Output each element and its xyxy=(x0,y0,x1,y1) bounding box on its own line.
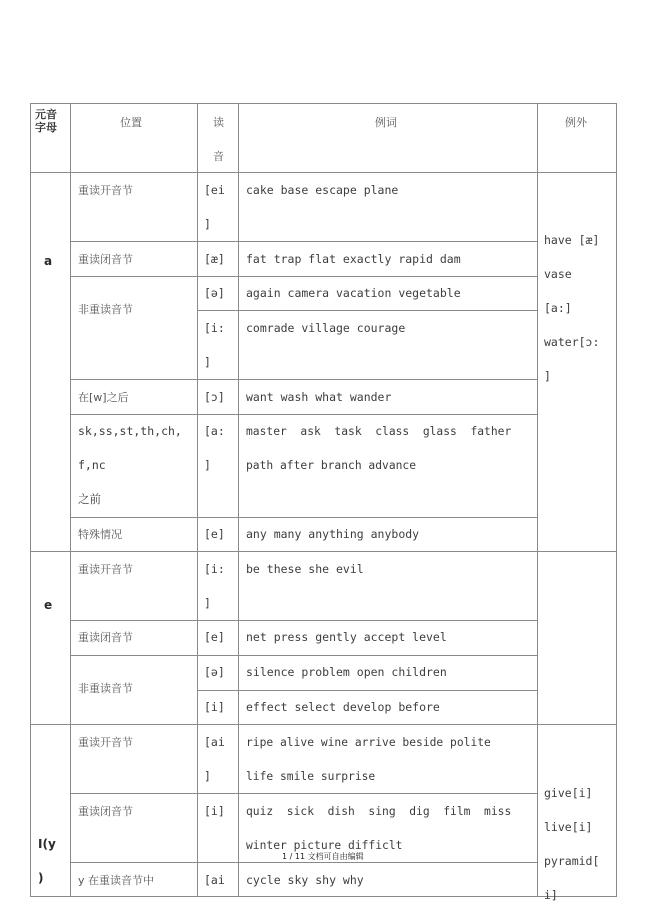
sound-cell: [ɔ] xyxy=(204,390,225,404)
example-words-cell: cake base escape plane xyxy=(246,183,399,197)
example-words-cell: net press gently accept level xyxy=(246,630,447,644)
example-words-cell: be these she evil xyxy=(246,562,364,576)
position-cell: 重读闭音节 xyxy=(78,805,133,818)
example-words-cell: master ask task class glass father path after branch advance xyxy=(246,425,512,472)
sound-cell: [ə] xyxy=(204,286,225,300)
sound-cell: [æ] xyxy=(204,252,225,266)
sound-cell: [ə] xyxy=(204,665,225,679)
position-cell: 重读闭音节 xyxy=(78,253,133,266)
example-words-cell: want wash what wander xyxy=(246,390,392,404)
example-words-cell: fat trap flat exactly rapid dam xyxy=(246,252,461,266)
sound-cell: [i: ] xyxy=(204,321,225,369)
vowel-letter-a: a xyxy=(44,254,53,268)
row-line xyxy=(70,793,537,794)
table-border-bottom xyxy=(30,896,617,897)
position-cell: 重读开音节 xyxy=(78,563,133,576)
sound-cell: [i: ] xyxy=(204,562,225,610)
column-divider-1 xyxy=(70,103,71,897)
example-words-cell: quiz sick dish sing dig film miss winter picture difficlt xyxy=(246,805,512,852)
row-line xyxy=(70,862,537,863)
table-border-left xyxy=(30,103,31,897)
position-cell: 重读闭音节 xyxy=(78,631,133,644)
vowel-letter-i: I(y ) xyxy=(38,837,56,885)
row-line xyxy=(70,655,537,656)
row-line xyxy=(70,414,537,415)
example-words-cell: any many anything anybody xyxy=(246,527,420,541)
section-a-bottom-line xyxy=(30,551,617,552)
table-border-top xyxy=(30,103,617,104)
column-divider-4 xyxy=(537,103,538,897)
header-example-words: 例词 xyxy=(375,116,397,129)
row-line xyxy=(70,517,537,518)
row-line xyxy=(70,379,537,380)
column-divider-2 xyxy=(197,103,198,897)
table-border-right xyxy=(616,103,617,897)
vowel-letter-e: e xyxy=(44,598,53,612)
header-vowel-letter: 元音 字母 xyxy=(35,108,57,134)
sound-cell: [i] xyxy=(204,700,225,714)
sound-cell: [ei ] xyxy=(204,183,225,231)
example-words-cell: silence problem open children xyxy=(246,665,447,679)
header-pronunciation: 读 音 xyxy=(213,116,224,163)
sound-cell: [i] xyxy=(204,804,225,818)
header-position: 位置 xyxy=(120,116,142,129)
section-e-bottom-line xyxy=(30,724,617,725)
position-cell: 非重读音节 xyxy=(78,303,133,316)
row-line xyxy=(197,310,537,311)
position-cell: 在[w]之后 xyxy=(78,391,129,404)
page-footer: 1 / 11 文档可自由编辑 xyxy=(282,852,364,861)
example-words-cell: again camera vacation vegetable xyxy=(246,286,461,300)
header-bottom-line xyxy=(30,172,617,173)
example-words-cell: ripe alive wine arrive beside polite life smile surprise xyxy=(246,736,491,783)
sound-cell: [e] xyxy=(204,527,225,541)
exceptions-cell: have [æ] vase [a:] water[ɔ: ] xyxy=(544,233,600,383)
header-exceptions: 例外 xyxy=(565,116,587,129)
row-line xyxy=(70,241,537,242)
row-line xyxy=(197,690,537,691)
position-cell: 重读开音节 xyxy=(78,184,133,197)
position-cell: 重读开音节 xyxy=(78,736,133,749)
example-words-cell: comrade village courage xyxy=(246,321,406,335)
position-cell: 特殊情况 xyxy=(78,528,122,541)
example-words-cell: cycle sky shy why xyxy=(246,873,364,887)
position-cell: 非重读音节 xyxy=(78,682,133,695)
sound-cell: [a: ] xyxy=(204,424,225,472)
row-line xyxy=(70,620,537,621)
position-cell: y 在重读音节中 xyxy=(78,874,155,887)
row-line xyxy=(70,276,537,277)
column-divider-3 xyxy=(238,103,239,897)
position-cell: sk,ss,st,th,ch, f,nc 之前 xyxy=(78,424,182,506)
sound-cell: [ai ] xyxy=(204,735,225,783)
sound-cell: [e] xyxy=(204,630,225,644)
exceptions-cell: give[i] live[i] pyramid[ i] xyxy=(544,786,600,902)
sound-cell: [ai xyxy=(204,873,225,887)
example-words-cell: effect select develop before xyxy=(246,700,440,714)
